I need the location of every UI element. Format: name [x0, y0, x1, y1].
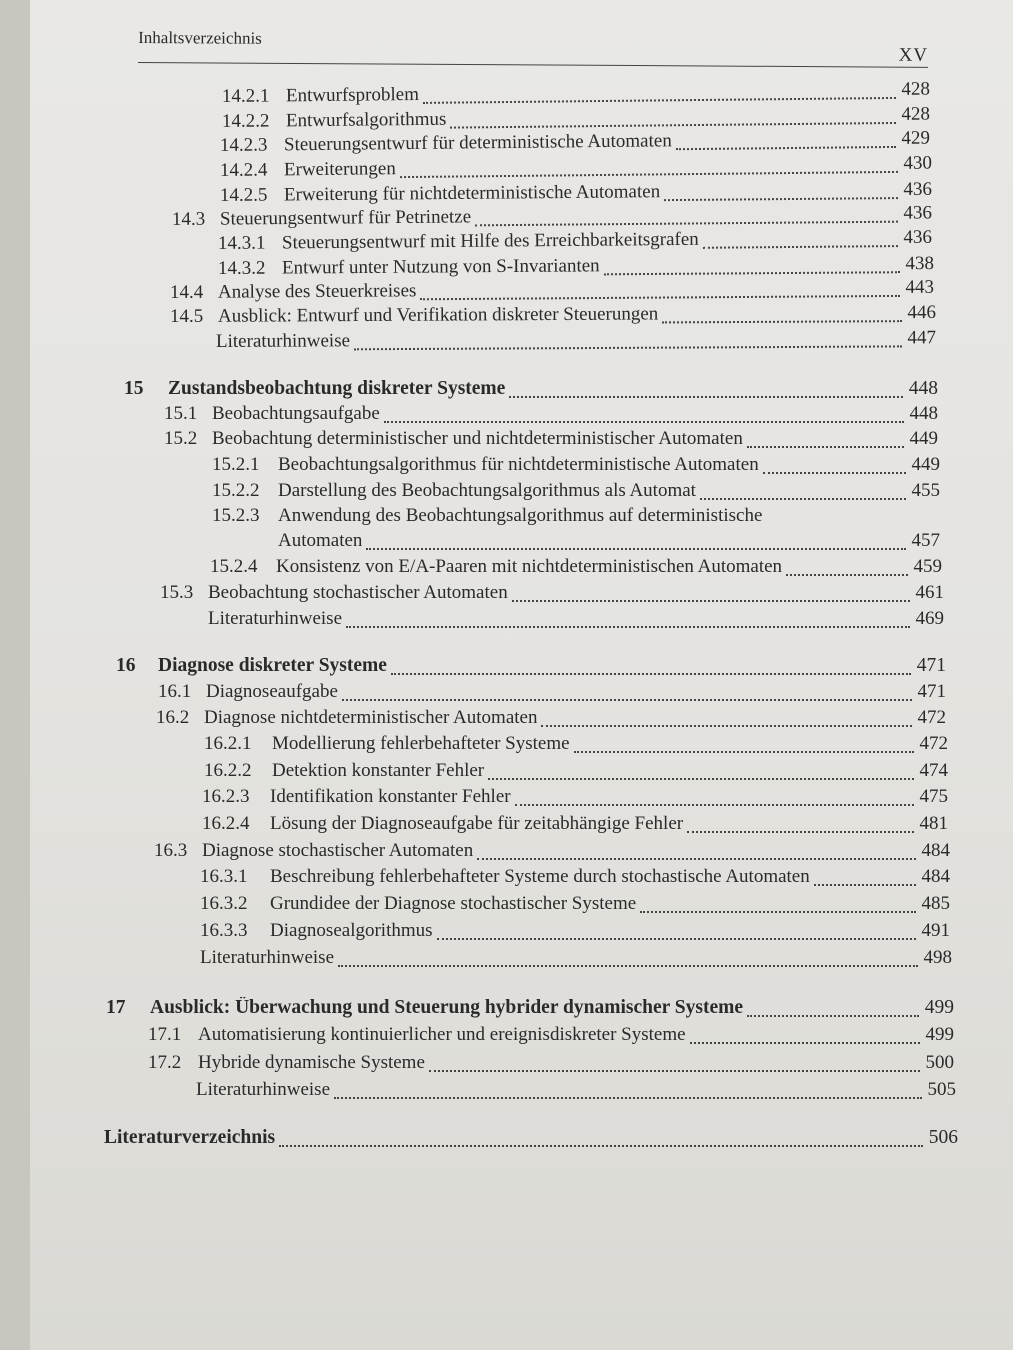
toc-entry-continuation: [278, 530, 940, 556]
dot-leader: [676, 146, 896, 150]
section-title: Lösung der Diagnoseaufgabe für zeitabhängige Fehler: [270, 813, 684, 834]
dot-leader: [662, 320, 901, 323]
dot-leader: [604, 271, 900, 275]
toc-entry: [208, 608, 944, 634]
toc-entry: [212, 505, 940, 531]
dot-leader: [488, 778, 913, 780]
section-number: 17: [106, 997, 126, 1018]
section-number: 16.3.1: [200, 866, 248, 887]
section-title: Modellierung fehlerbehafteter Systeme: [272, 733, 570, 754]
page-number: 472: [917, 707, 946, 728]
dot-leader: [366, 548, 905, 550]
dot-leader: [400, 171, 898, 178]
section-number: 15.3: [160, 582, 194, 603]
dot-leader: [334, 1097, 921, 1099]
section-title: Erweiterungen: [283, 158, 396, 181]
page-number: 438: [905, 253, 935, 275]
section-number: 14.2.1: [221, 85, 270, 107]
dot-leader: [687, 831, 913, 833]
dot-leader: [279, 1145, 923, 1147]
section-number: 15: [124, 378, 144, 399]
section-title: Entwurf unter Nutzung von S-Invarianten: [281, 255, 600, 279]
section-title: Automatisierung kontinuierlicher und ereignisdiskreter Systeme: [198, 1024, 686, 1045]
dot-leader: [512, 600, 910, 602]
section-number: 16.2.2: [204, 760, 252, 781]
dot-leader: [747, 1015, 919, 1017]
toc-entry: [164, 428, 938, 454]
toc-entry: [148, 1052, 954, 1078]
section-number: 15.2.3: [212, 505, 260, 526]
page-number: 505: [927, 1079, 956, 1100]
dot-leader: [700, 498, 906, 500]
toc-entry: [202, 813, 948, 839]
page-number: 436: [903, 226, 933, 249]
dot-leader: [541, 725, 911, 727]
section-title: Erweiterung für nichtdeterministische Automaten: [283, 181, 661, 206]
dot-leader: [346, 626, 909, 628]
dot-leader: [814, 884, 916, 886]
dot-leader: [786, 574, 907, 576]
section-number: 15.2.1: [212, 454, 260, 475]
section-title: Diagnose nichtdeterministischer Automaten: [204, 707, 538, 728]
page-number: 484: [921, 840, 950, 861]
header-page-number: XV: [898, 44, 929, 66]
page-number: 430: [903, 152, 933, 174]
dot-leader: [338, 965, 917, 967]
toc-entry: [216, 327, 936, 357]
page-number: 469: [915, 608, 944, 629]
section-title: Beobachtung stochastischer Automaten: [208, 582, 508, 603]
section-title: Ausblick: Entwurf und Verifikation diskreter Steuerungen: [217, 303, 659, 327]
page-number: 448: [909, 403, 938, 424]
section-number: 16.1: [158, 681, 192, 702]
section-title: Literaturhinweise: [196, 1079, 331, 1100]
section-number: 17.2: [148, 1052, 182, 1073]
dot-leader: [354, 345, 901, 350]
section-title: Literaturhinweise: [208, 608, 343, 629]
page-number: 499: [925, 1024, 954, 1045]
section-number: 14.3.1: [217, 232, 266, 254]
section-title: Beschreibung fehlerbehafteter Systeme durch stochastische Automaten: [270, 866, 810, 887]
section-number: 14.2.2: [221, 110, 270, 132]
page-number: 429: [901, 127, 931, 149]
section-number: 16.3.3: [200, 920, 248, 941]
dot-leader: [420, 295, 899, 300]
section-number: 16.2: [156, 707, 190, 728]
dot-leader: [423, 97, 896, 104]
page-number: 475: [919, 786, 948, 807]
page-number: 481: [919, 813, 948, 834]
section-title: Anwendung des Beobachtungsalgorithmus auf deterministische: [278, 505, 763, 526]
page-number: 500: [925, 1052, 954, 1073]
page-number: 506: [928, 1127, 958, 1148]
section-number: 15.2: [164, 428, 198, 449]
dot-leader: [477, 858, 915, 860]
page-number: 459: [913, 556, 942, 577]
toc-chapter-entry: [104, 1127, 958, 1153]
dot-leader: [450, 122, 895, 129]
section-title: Diagnose diskreter Systeme: [158, 655, 387, 676]
page-number: 447: [907, 327, 937, 349]
toc-entry: [148, 1024, 954, 1050]
toc-entry: [202, 786, 948, 812]
section-title: Ausblick: Überwachung und Steuerung hybrider dynamischer Systeme: [150, 997, 744, 1018]
section-number: 17.1: [148, 1024, 182, 1045]
section-title: Beobachtung deterministischer und nichtdeterministischer Automaten: [212, 428, 743, 449]
dot-leader: [384, 421, 904, 423]
dot-leader: [509, 396, 902, 398]
toc-entry: [200, 947, 952, 973]
dot-leader: [664, 197, 897, 201]
page-number: 449: [909, 428, 938, 449]
dot-leader: [703, 245, 898, 249]
toc-entry: [164, 403, 938, 429]
section-title: Steuerungsentwurf mit Hilfe des Erreichbarkeitsgrafen: [281, 228, 699, 254]
toc-entry: [154, 840, 950, 866]
section-number: 15.1: [164, 403, 198, 424]
section-number: 15.2.4: [210, 556, 258, 577]
page-number: 446: [907, 301, 937, 324]
section-title: Beobachtungsaufgabe: [212, 403, 380, 424]
toc-entry: [158, 681, 946, 707]
toc-entry: [212, 480, 940, 506]
toc-entry: [160, 582, 944, 608]
toc-entry: [200, 866, 950, 892]
section-title: Diagnose stochastischer Automaten: [202, 840, 474, 861]
page-number: 449: [911, 454, 940, 475]
section-title: Identifikation konstanter Fehler: [270, 786, 511, 807]
dot-leader: [515, 804, 914, 806]
page-number: 485: [921, 893, 950, 914]
section-title: Diagnoseaufgabe: [206, 681, 338, 702]
page-number: 457: [911, 530, 940, 551]
section-number: 14.5: [169, 305, 204, 327]
section-title: Steuerungsentwurf für deterministische Automaten: [283, 130, 672, 156]
page-number: 448: [908, 378, 938, 399]
dot-leader: [391, 673, 911, 675]
page-number: 443: [905, 276, 935, 298]
section-number: 16.2.1: [204, 733, 252, 754]
page-number: 436: [903, 178, 933, 201]
toc-chapter-entry: [124, 378, 938, 404]
dot-leader: [763, 472, 906, 474]
section-number: 16.3.2: [200, 893, 248, 914]
section-title: Konsistenz von E/A-Paaren mit nichtdeterministischen Automaten: [276, 556, 783, 577]
toc-chapter-entry: [116, 655, 946, 681]
page-number: 472: [919, 733, 948, 754]
toc-entry: [210, 556, 942, 582]
page-number: 471: [917, 681, 946, 702]
toc-chapter-entry: [106, 997, 954, 1023]
dot-leader: [437, 938, 916, 940]
section-number: 16.2.3: [202, 786, 250, 807]
section-title: Diagnosealgorithmus: [270, 920, 433, 941]
section-title: Grundidee der Diagnose stochastischer Systeme: [270, 893, 637, 914]
dot-leader: [747, 446, 904, 448]
page-number: 491: [921, 920, 950, 941]
page-number: 471: [916, 655, 946, 676]
page-number: 461: [915, 582, 944, 603]
toc-entry: [204, 760, 948, 786]
toc-entry: [156, 707, 946, 733]
section-title: Beobachtungsalgorithmus für nichtdeterministische Automaten: [278, 454, 759, 475]
toc-entry: [200, 893, 950, 919]
header-title: Inhaltsverzeichnis: [138, 28, 262, 48]
page-number: 436: [903, 202, 933, 224]
section-title: Detektion konstanter Fehler: [272, 760, 485, 781]
page-number: 499: [924, 997, 954, 1018]
section-title: Entwurfsproblem: [285, 83, 420, 107]
page-number: 484: [921, 866, 950, 887]
dot-leader: [690, 1042, 920, 1044]
dot-leader: [574, 751, 914, 753]
section-title: Hybride dynamische Systeme: [198, 1052, 425, 1073]
section-title: Zustandsbeobachtung diskreter Systeme: [168, 378, 506, 399]
dot-leader: [429, 1070, 920, 1072]
dot-leader: [475, 221, 897, 227]
section-number: 15.2.2: [212, 480, 260, 501]
page-number: 498: [923, 947, 952, 968]
section-number: 14.3: [171, 208, 206, 230]
section-title: Literaturhinweise: [200, 947, 335, 968]
toc-entry: [200, 920, 950, 946]
page-number: 474: [919, 760, 948, 781]
section-number: 14.2.5: [219, 184, 268, 206]
section-title: Analyse des Steuerkreises: [217, 280, 417, 303]
section-title: Steuerungsentwurf für Petrinetze: [219, 206, 472, 230]
dot-leader: [640, 911, 915, 913]
section-number: 14.2.4: [219, 159, 268, 181]
section-number: 14.4: [169, 281, 204, 303]
section-title: Literaturverzeichnis: [104, 1127, 276, 1148]
section-number: 16.2.4: [202, 813, 250, 834]
toc-entry: [204, 733, 948, 759]
section-number: 14.3.2: [217, 257, 266, 279]
section-title: Entwurfsalgorithmus: [285, 108, 447, 132]
section-number: 14.2.3: [219, 134, 268, 156]
page-number: 455: [911, 480, 940, 501]
toc-entry: [196, 1079, 956, 1105]
page-number: 428: [901, 103, 931, 125]
section-title: Literaturhinweise: [215, 330, 351, 352]
toc-entry: [212, 454, 940, 480]
page-number: 428: [901, 78, 931, 100]
section-title-continuation: Automaten: [278, 530, 363, 551]
section-number: 16.3: [154, 840, 188, 861]
dot-leader: [342, 699, 912, 701]
section-number: 16: [116, 655, 136, 676]
section-title: Darstellung des Beobachtungsalgorithmus als Automat: [278, 480, 696, 501]
